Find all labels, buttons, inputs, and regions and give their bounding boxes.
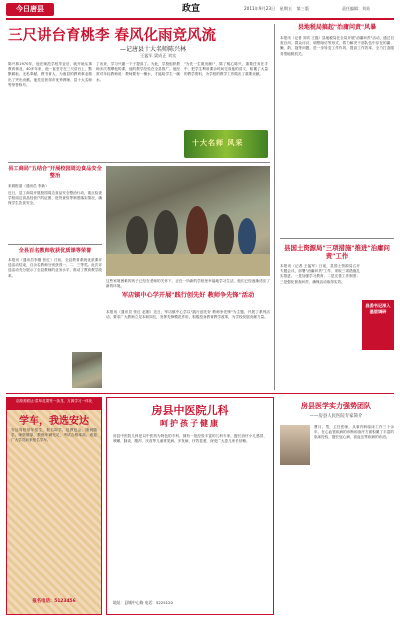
lead-byline: 王猛军 梁成正 刘宾 — [140, 53, 177, 58]
ad-driving-headline: 学车，我选安达 — [19, 416, 89, 427]
ad-hospital-subtitle: ——房县人民医院专家简介 — [309, 414, 363, 419]
ad-pediatrics-address: 地址：县城中心路 电话：5225120 — [113, 600, 173, 605]
side-red-box — [362, 300, 394, 350]
ad-pediatrics-subtitle: 呵护孩子健康 — [160, 419, 220, 428]
vertical-divider — [274, 24, 275, 390]
ad-hospital — [278, 397, 394, 615]
ad-hospital-portrait — [280, 425, 310, 465]
main-photo — [106, 166, 270, 276]
ad-driving-phone: 报名电话：5123456 — [32, 599, 76, 604]
mid-body: 本报讯（通讯员 张红 赵刚）近日，军店镇中心学以"践行创先好 教师争先锋"为主题，开展了系列活动，要求广大教师立足本职岗位，发挥先锋模范作用，积极投身教育教学改革，为学校发展贡献力量。 — [106, 310, 270, 320]
masthead-editor: 责任编辑：刘英 — [342, 6, 370, 11]
left-mid-headline: 县工商局"五结合"开展校园周边食品安全整治 — [8, 166, 102, 179]
photo-figure — [126, 216, 148, 256]
right-mid-headline: 县国土资源局"三项措施"推进"治庸问责"工作 — [284, 244, 390, 260]
divider-lead — [8, 162, 270, 163]
ad-hospital-title: 房县医学实力强势团队 — [301, 402, 371, 410]
photo-figure — [186, 206, 208, 258]
banner — [184, 130, 268, 158]
date-text: 2011年9月23日 — [244, 6, 276, 11]
ad-pediatrics-body: 房县中医院儿科是以中医药为特色的专科，拥有一批经验丰富的儿科专家，擅长治疗小儿感冒、咳嗽、肺炎、腹泻、厌食等儿童常见病、多发病，疗效显著，深受广大患儿家长信赖。 — [113, 434, 267, 444]
ad-pediatrics-title: 房县中医院儿科 — [151, 404, 229, 417]
left-mid-title — [8, 166, 102, 179]
photo-figure — [214, 214, 234, 258]
ad-driving-title: 京源美联达·菜草花果等一条龙、万源学习一体化 — [15, 399, 93, 403]
inset-photo — [72, 352, 102, 388]
masthead-date — [244, 6, 309, 12]
lead-col-2: 了出来，学习兴趣一下子提高了。为此，学校组织教师多次观摩他的课，他的教学经验在全县推广。他经常对年轻教师说：教师要有一桶水，才能给学生一碗水。 — [96, 62, 180, 82]
lead-col-1: 陈兴林1970年，他在师范学校毕业后，就开始从事教育事业，40多年来，他一直坚守在三尺讲台上，默默耕耘，无私奉献，教书育人，为唐县的教育事业做出了突出贡献。他先后获得市优秀教师、县十大名师等荣誉称号。 — [8, 62, 92, 87]
photo-figure — [154, 210, 178, 258]
ad-driving-body: 安达驾校常年招生，报名即学，包教包会，随到随学。师资雄厚，教练车辆充足，考试合格率高。欢迎广大学员前来报名学车。 — [11, 428, 97, 443]
photo-figure — [238, 218, 256, 256]
ad-pediatrics — [106, 397, 274, 615]
section-title: 政宣 — [182, 4, 201, 14]
ad-row-rule — [6, 393, 394, 394]
masthead-rule — [6, 18, 394, 20]
divider-right-1 — [280, 238, 394, 239]
ad-driving-school — [6, 397, 102, 615]
lead-headline: 三尺讲台育桃李 春风化雨竞风流 — [8, 27, 217, 44]
left-mid-body: 近日，县工商局开展校园周边食品安全整治行动，重点检查学校周边食品经营户的证照、进货查验等制度落实情况，确保学生饮食安全。 — [8, 191, 102, 206]
weekday-text: 星期五 — [279, 6, 293, 11]
ad-driving-title-bar — [7, 398, 101, 410]
lead-col-3: "为先一生做贡献!"，陈了桃心陈兴，重要任务在手中，把学生利用课余时间完成他的讲义，积累了大量的教学资料，为学校的教学工作做出了重要贡献。 — [184, 62, 268, 77]
side-red-box-text: 县委书记深入基层调研 — [365, 303, 391, 314]
page-number: 第三版 — [296, 6, 310, 11]
masthead — [6, 3, 394, 17]
right-mid-body: 本报讯（记者 王猛军）日前，县国土资源局召开专题会议，部署"治庸问责"工作，采取三项措施扎实推进。一是加强学习教育；二是完善工作制度；三是强化督查问责，确保活动取得实效。 — [280, 264, 360, 284]
lead-subtitle: —记唐县十大名师陈兴林 — [120, 46, 187, 53]
right-top-headline: 县地税局搞起"治庸问责"风暴 — [297, 24, 377, 31]
ad-hospital-body: 曹月，男，主任医师，从事内科临床工作三十余年，在心血管疾病的诊断和治疗方面积累了丰富的临床经验，擅长冠心病、高血压等疾病的诊治。 — [314, 425, 394, 440]
left-low-body: 本报讯（通讯员李刚 张红）日前，全县教育系统优质课评选活动结束，百余名教师分别获得一、二、三等奖。此次评选活动充分展示了全县教师的业务水平，推动了教育教学改革。 — [8, 258, 102, 278]
left-mid-source: 来源报道（通讯员 李新） — [8, 184, 49, 188]
right-top-body: 本报讯（记者 刘宾 王磊）县地税局在全局开展"治庸问责"活动，通过自查自纠、群众评议、明察暗访等形式，着力解决干部队伍中存在的庸、懒、散、拖等问题，进一步转变工作作风，提高工作效率，全力打造服务型地税机关。 — [280, 36, 394, 56]
masthead-logo: 今日唐县 — [6, 3, 54, 16]
left-low-headline: 全县百名教师收获优质课等荣誉 — [18, 248, 92, 254]
divider-left-1 — [8, 244, 102, 245]
mid-headline: 军店镇中心学开展"践行创先好 教师争先锋"活动 — [121, 292, 255, 299]
banner-text: 十大名师 风采 — [192, 139, 244, 147]
photo-caption: 这些家境困难的孩子已经在老师的关怀下，正在一所新的学校里幸福地学习生活，他们已经逐渐适应了新的环境。 — [106, 279, 270, 289]
photo-ground — [106, 254, 270, 276]
